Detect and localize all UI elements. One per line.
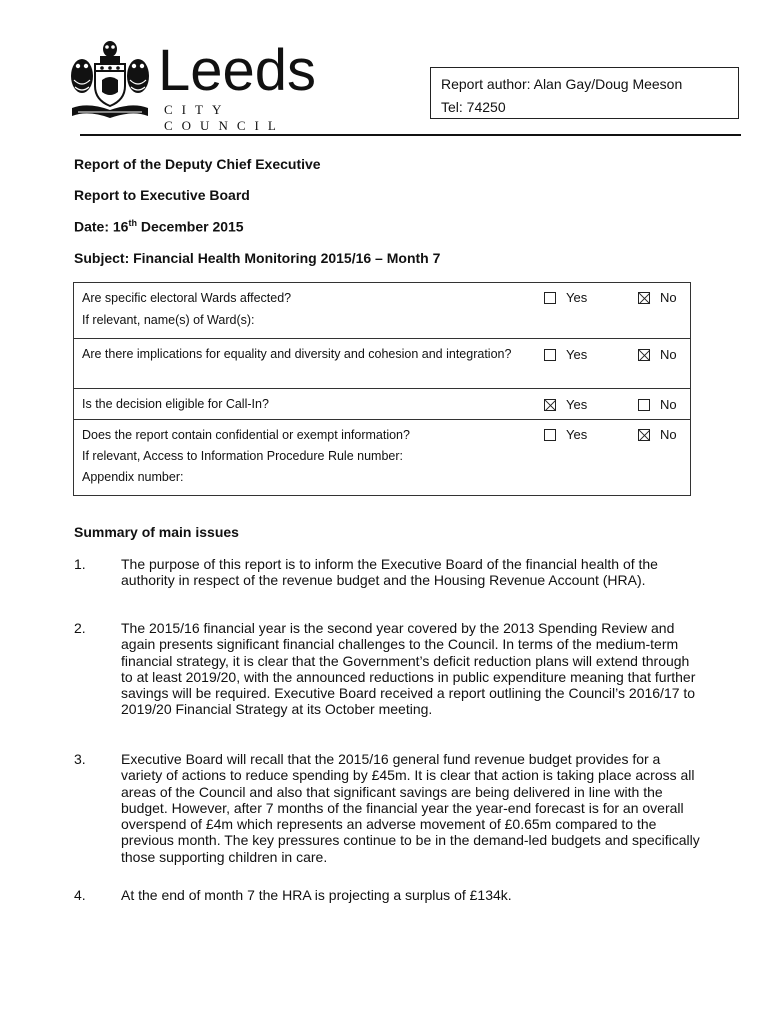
question-text <box>82 347 512 362</box>
option-no[interactable] <box>638 427 677 442</box>
question-row <box>74 283 690 339</box>
leeds-city-council-logo <box>68 38 358 133</box>
item-text: The purpose of this report is to inform the Executive Board of the financial health of the authority in respect of the revenue budget and the Housing Revenue Account (HRA). <box>121 556 658 589</box>
report-to-heading: Report to Executive Board <box>74 187 250 203</box>
question-line: If relevant, Access to Information Procedure Rule number: <box>82 449 403 463</box>
yes-checkbox[interactable] <box>544 292 556 304</box>
option-label: No <box>660 397 677 412</box>
question-line: Are there implications for equality and diversity and cohesion and integration? <box>82 347 512 361</box>
question-line: Is the decision eligible for Call-In? <box>82 397 269 411</box>
question-text <box>82 291 512 328</box>
item-text: The 2015/16 financial year is the second year covered by the 2013 Spending Review and again presents significant financial challenges to the Council. In terms of the medium-term financial strategy, it is clear that the Government’s deficit reduction plans will extend through to at least 2019/20, with the announced reductions in public expenditure meaning that further savings will be required. Executive Board received a report outlining the Council’s 2016/17 to 2019/20 Financial Strategy at its October meeting. <box>121 620 696 718</box>
coat-of-arms-icon <box>68 40 152 120</box>
item-number: 1. <box>74 556 86 572</box>
logo-wordmark: Leeds <box>158 38 317 103</box>
item-number: 2. <box>74 620 86 636</box>
option-yes[interactable] <box>544 427 587 442</box>
option-yes[interactable] <box>544 397 587 412</box>
report-author: Report author: Alan Gay/Doug Meeson <box>441 76 683 92</box>
summary-heading: Summary of main issues <box>74 524 239 540</box>
question-line: Are specific electoral Wards affected? <box>82 291 292 305</box>
option-label: Yes <box>566 397 588 412</box>
option-yes[interactable] <box>544 347 587 362</box>
logo-subtitle: CITY COUNCIL <box>164 102 285 133</box>
date-ordinal: th <box>128 218 137 228</box>
item-number: 4. <box>74 887 86 903</box>
no-checkbox[interactable] <box>638 292 650 304</box>
question-row <box>74 389 690 420</box>
report-author-box <box>430 67 739 119</box>
option-no[interactable] <box>638 397 677 412</box>
option-label: Yes <box>566 290 588 305</box>
option-label: No <box>660 290 677 305</box>
item-text: Executive Board will recall that the 2015/16 general fund revenue budget provides for a variety of actions to reduce spending by £45m. It is clear that action is taking place across all areas of the Council and also that significant savings are being delivered in line with the budget. However, after 7 months of the financial year the year-end forecast is for an overall overspend of £4m which represents an adverse movement of £0.65m compared to the previous month. The key pressures continue to be in the demand-led budgets and specifically those supporting children in care. <box>121 751 700 865</box>
option-label: Yes <box>566 427 588 442</box>
report-subject-heading: Subject: Financial Health Monitoring 2015/16 – Month 7 <box>74 250 441 266</box>
no-checkbox[interactable] <box>638 349 650 361</box>
report-questions-table <box>73 282 691 496</box>
item-text: At the end of month 7 the HRA is projecting a surplus of £134k. <box>121 887 512 903</box>
question-line: Does the report contain confidential or exempt information? <box>82 428 410 442</box>
header-divider <box>80 134 741 136</box>
report-telephone: Tel: 74250 <box>441 99 506 115</box>
no-checkbox[interactable] <box>638 429 650 441</box>
yes-checkbox[interactable] <box>544 399 556 411</box>
question-text <box>82 397 512 412</box>
report-of-heading: Report of the Deputy Chief Executive <box>74 156 321 172</box>
yes-checkbox[interactable] <box>544 429 556 441</box>
question-row <box>74 339 690 389</box>
item-number: 3. <box>74 751 86 767</box>
option-no[interactable] <box>638 347 677 362</box>
no-checkbox[interactable] <box>638 399 650 411</box>
yes-checkbox[interactable] <box>544 349 556 361</box>
question-text <box>82 428 512 485</box>
report-date-heading <box>74 218 244 235</box>
question-line: If relevant, name(s) of Ward(s): <box>82 313 255 327</box>
option-no[interactable] <box>638 290 677 305</box>
question-line: Appendix number: <box>82 470 184 484</box>
option-label: No <box>660 347 677 362</box>
date-suffix: December 2015 <box>136 218 244 235</box>
question-row <box>74 420 690 495</box>
option-label: Yes <box>566 347 588 362</box>
date-prefix: Date: 16 <box>74 218 129 235</box>
option-label: No <box>660 427 677 442</box>
option-yes[interactable] <box>544 290 587 305</box>
